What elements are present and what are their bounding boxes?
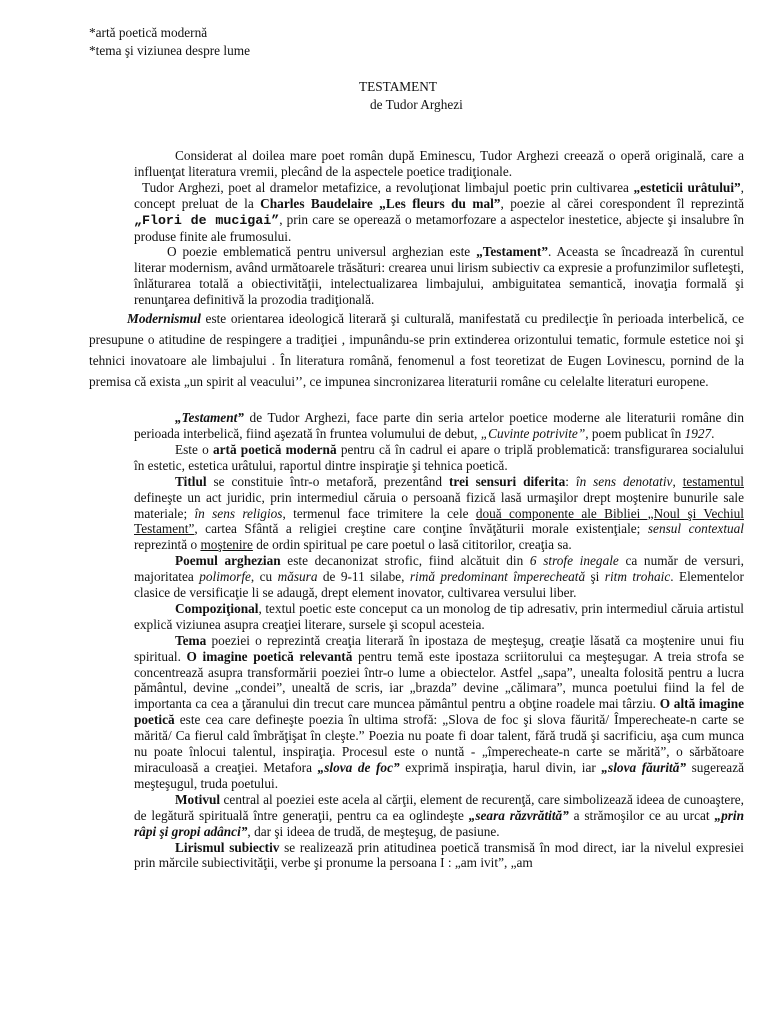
paragraph-modernism: Modernismul este orientarea ideologică literară şi culturală, manifestată cu predilecţie în perioada interbelică, ce presupune o atitudine de respingere a tradiţiei , impunându-se prin extinderea orizontului tematic, formule estetice noi şi tehnici inovatoare ale limbajului . În literatura română, fenomenul a fost teoretizat de Eugen Lovinescu, pornind de la premisa că exista „un spirit al veacului’’, ce impunea sincronizarea literaturii române cu celelalte literaturi europene.: [89, 311, 744, 390]
paragraph-lyricism: Lirismul subiectiv se realizează prin atitudinea poetică transmisă în mod direct, iar la nivelul expresiei prin mărcile subiectivităţii, verbe şi pronume la persoana I : „am ivit”, „am: [134, 839, 744, 871]
paragraph-aesthetic: Tudor Arghezi, poet al dramelor metafizice, a revoluţionat limbajul poetic prin cultivarea „esteticii urâtului”, concept preluat de la Charles Baudelaire „Les fleurs du mal”, poezie al cărei corespondent îl reprezintă „Flori de mucigai”, prin care se operează o metamorfozare a aspectelor inestetice, abjecte şi insalubre în produse finite ale frumosului.: [134, 179, 744, 244]
paragraph-intro: Considerat al doilea mare poet român după Eminescu, Tudor Arghezi creează o operă originală, care a influenţat literatura vremii, plecând de la aspectele poetice tradiţionale.: [134, 148, 744, 179]
tag-line: *tema şi viziunea despre lume: [89, 43, 250, 58]
paragraph-composition: Compoziţional, textul poetic este conceput ca un monolog de tip adresativ, prin intermediul căruia artistul explică viziunea asupra creaţiei literare, sursele şi scopul acesteia.: [134, 600, 744, 632]
paragraph-emblematic: O poezie emblematică pentru universul arghezian este „Testament”. Aceasta se încadrează în curentul literar modernism, având următoarele trăsături: crearea unui lirism subiectiv ca expresie a profunzimilor sufleteşti, înlăturarea totală a obiectivităţii, intelectualizarea limbajului, ambiguitatea semantică, inovaţia formală şi renunţarea definitivă la prozodia tradiţională.: [134, 244, 745, 308]
paragraph-testament: „Testament” de Tudor Arghezi, face parte din seria artelor poetice moderne ale literaturii române din perioada interbelică, fiind aşezată în fruntea volumului de debut, „Cuvinte potrivite”, poem publicat în 1927.: [134, 410, 744, 441]
paragraph-structure: Poemul arghezian este decanonizat strofic, fiind alcătuit din 6 strofe inegale ca număr de versuri, majoritatea polimorfe, cu măsura de 9-11 silabe, rimă predominant împerecheată şi ritm trohaic. Elementelor clasice de versificaţie li se adaugă, drept element inovator, cultivarea versului liber.: [134, 553, 744, 601]
paragraph-motif: Motivul central al poeziei este acela al cărţii, element de recurenţă, care simbolizează ideea de cunoaştere, de legătură spirituală între generaţii, pentru ca ea oglindeşte „seara răzvrătită” a strămoşilor ce au urcat „prin râpi şi gropi adânci”, dar şi ideea de trudă, de meşteşug, de pasiune.: [134, 791, 744, 839]
paragraph-title: Titlul se constituie într-o metaforă, prezentând trei sensuri diferita: în sens denotativ, testamentul defineşte un act juridic, prin intermediul căruia o persoană fizică lasă urmaşilor drept moştenire bunurile sale materiale; în sens religios, termenul face trimitere la cele două componente ale Bibliei „Noul şi Vechiul Testament”, cartea Sfântă a religiei creştine care conţine învăţăturii morale existenţiale; sensul contextual reprezintă o moştenire de ordin spiritual pe care poetul o lasă cititorilor, creaţia sa.: [134, 473, 744, 553]
page-title: TESTAMENT: [359, 79, 437, 94]
paragraph-ars-poetica: Este o artă poetică modernă pentru că în cadrul ei apare o triplă problematică: transfigurarea socialului în estetic, estetica urâtului, raportul dintre inspiraţie şi tehnica poetică.: [134, 441, 744, 473]
tag-line: *artă poetică modernă: [89, 25, 208, 40]
document-title-block: [0, 78, 768, 114]
document-body: [89, 148, 745, 871]
topic-tags: [89, 24, 250, 60]
paragraph-theme: Tema poeziei o reprezintă creaţia literară în ipostaza de meşteşug, creaţie lăsată ca moştenire unui fiu spiritual. O imagine poetică relevantă pentru temă este ipostaza scriitorului ca meşteşugar. A treia strofa se concentrează asupra transformării poeziei într-o lume a obiectelor. Astfel „sapa”, unealta folosită pentru a lucra pământul, devine „condei”, unealtă de scris, iar „brazda” devine „călimara”, munca poetului fiind la fel de importanta ca cea a ţăranului din trecut care muncea pământul pentru a obţine roadele mai târziu. O altă imagine poetică este cea care defineşte poezia în ultima strofă: „Slova de foc şi slova făurită/ Împerecheate-n carte se mărită/ Ca fierul cald îmbrăţişat în cleşte.” Poezia nu poate fi doar talent, fără trudă şi sacrificiu, aşa cum munca nu poate înlocui talentul, inspiraţia. Procesul este o nuntă - „împerecheate-n carte se mărită”, o sărbătoare miraculoasă a creaţiei. Metafora „slova de foc” exprimă inspiraţia, harul divin, iar „slova făurită” sugerează meşteşugul, truda poetului.: [134, 632, 745, 791]
author-line: de Tudor Arghezi: [370, 97, 463, 112]
